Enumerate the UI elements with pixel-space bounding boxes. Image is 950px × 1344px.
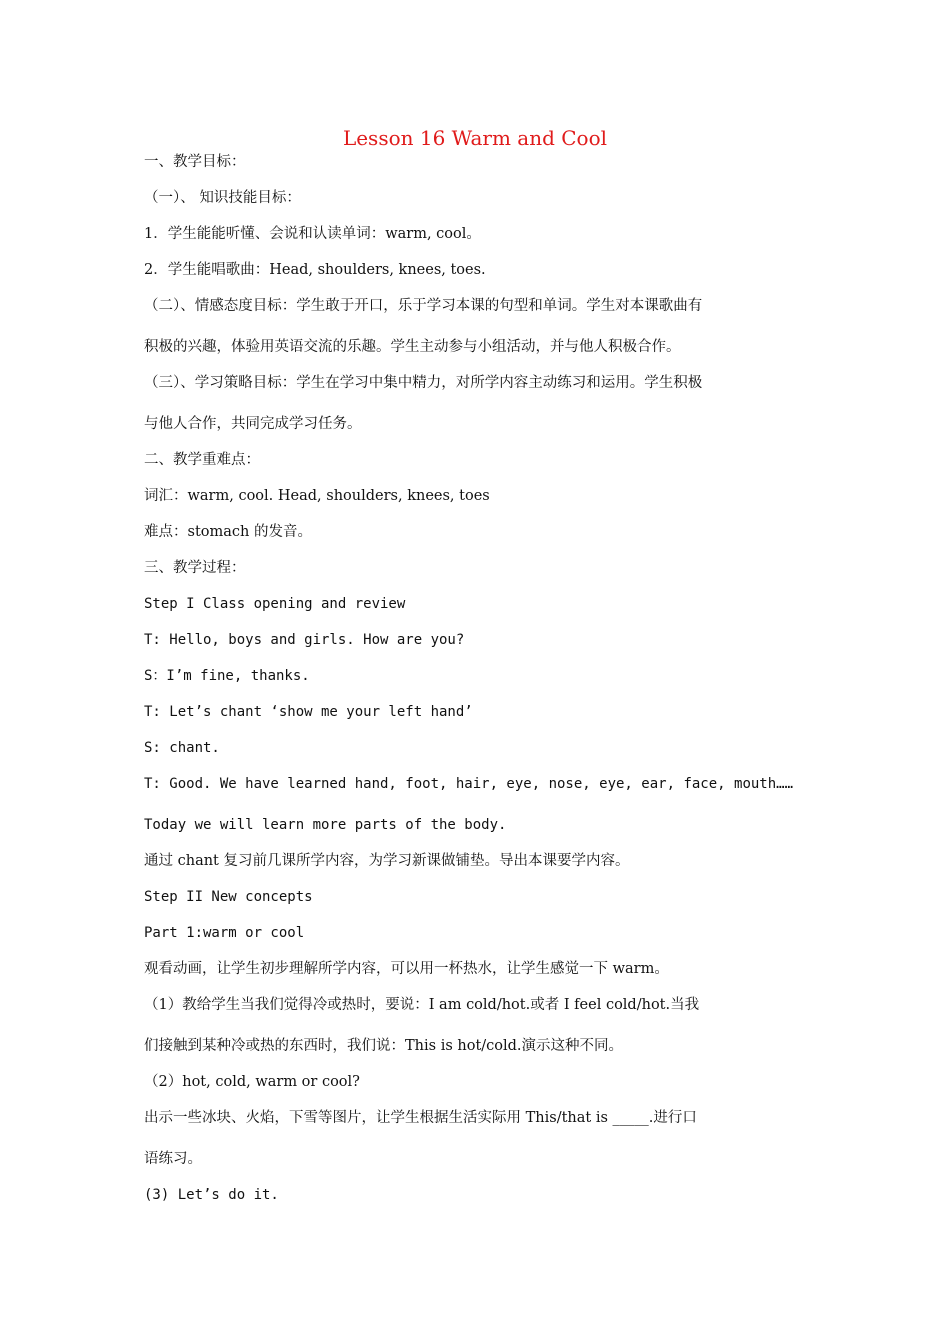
subsection-knowledge-skills: （一）、 知识技能目标： bbox=[144, 190, 301, 206]
subsection-attitude-line-1: （二）、情感态度目标：学生敢于开口，乐于学习本课的句型和单词。学生对本课歌曲有 bbox=[144, 298, 703, 314]
step-2-heading: Step II New concepts bbox=[144, 889, 313, 905]
dialogue-line: T: Let’s chant ‘show me your left hand’ bbox=[144, 704, 473, 720]
activity-2-heading: （2）hot, cold, warm or cool? bbox=[144, 1074, 360, 1090]
part-1-heading: Part 1:warm or cool bbox=[144, 925, 305, 941]
dialogue-line: S: chant. bbox=[144, 740, 220, 756]
dialogue-line: Today we will learn more parts of the body. bbox=[144, 817, 507, 833]
activity-1-line-2: 们接触到某种冷或热的东西时，我们说：This is hot/cold.演示这种不同。 bbox=[144, 1038, 624, 1054]
subsection-strategy-line-1: （三）、学习策略目标：学生在学习中集中精力，对所学内容主动练习和运用。学生积极 bbox=[144, 375, 703, 391]
subsection-attitude-line-2: 积极的兴趣，体验用英语交流的乐趣。学生主动参与小组活动，并与他人积极合作。 bbox=[144, 339, 681, 355]
section-heading-process: 三、教学过程： bbox=[144, 560, 246, 576]
objective-item-1: 1．学生能能听懂、会说和认读单词：warm, cool。 bbox=[144, 226, 481, 242]
subsection-strategy-line-2: 与他人合作，共同完成学习任务。 bbox=[144, 416, 362, 432]
activity-2-line-2: 语练习。 bbox=[144, 1151, 202, 1167]
activity-3-heading: (3) Let’s do it. bbox=[144, 1187, 279, 1203]
section-heading-key-points: 二、教学重难点： bbox=[144, 452, 260, 468]
lesson-title: Lesson 16 Warm and Cool bbox=[342, 126, 608, 150]
dialogue-line: S：I’m fine, thanks. bbox=[144, 668, 310, 684]
chant-review-note: 通过 chant 复习前几课所学内容，为学习新课做铺垫。导出本课要学内容。 bbox=[144, 853, 630, 869]
activity-2-line-1: 出示一些冰块、火焰，下雪等图片，让学生根据生活实际用 This/that is _____.进行口 bbox=[144, 1110, 697, 1126]
vocabulary-line: 词汇：warm, cool. Head, shoulders, knees, toes bbox=[144, 488, 490, 504]
difficulty-line: 难点：stomach 的发音。 bbox=[144, 524, 312, 540]
objective-item-2: 2．学生能唱歌曲：Head, shoulders, knees, toes. bbox=[144, 262, 486, 278]
section-heading-objectives: 一、教学目标： bbox=[144, 154, 246, 170]
step-1-heading: Step I Class opening and review bbox=[144, 596, 406, 612]
dialogue-line: T: Good. We have learned hand, foot, hair, eye, nose, eye, ear, face, mouth…… bbox=[144, 776, 794, 792]
dialogue-line: T: Hello, boys and girls. How are you? bbox=[144, 632, 465, 648]
animation-note: 观看动画，让学生初步理解所学内容，可以用一杯热水，让学生感觉一下 warm。 bbox=[144, 961, 669, 977]
activity-1-line-1: （1）教给学生当我们觉得冷或热时，要说：I am cold/hot.或者 I feel cold/hot.当我 bbox=[144, 997, 700, 1013]
